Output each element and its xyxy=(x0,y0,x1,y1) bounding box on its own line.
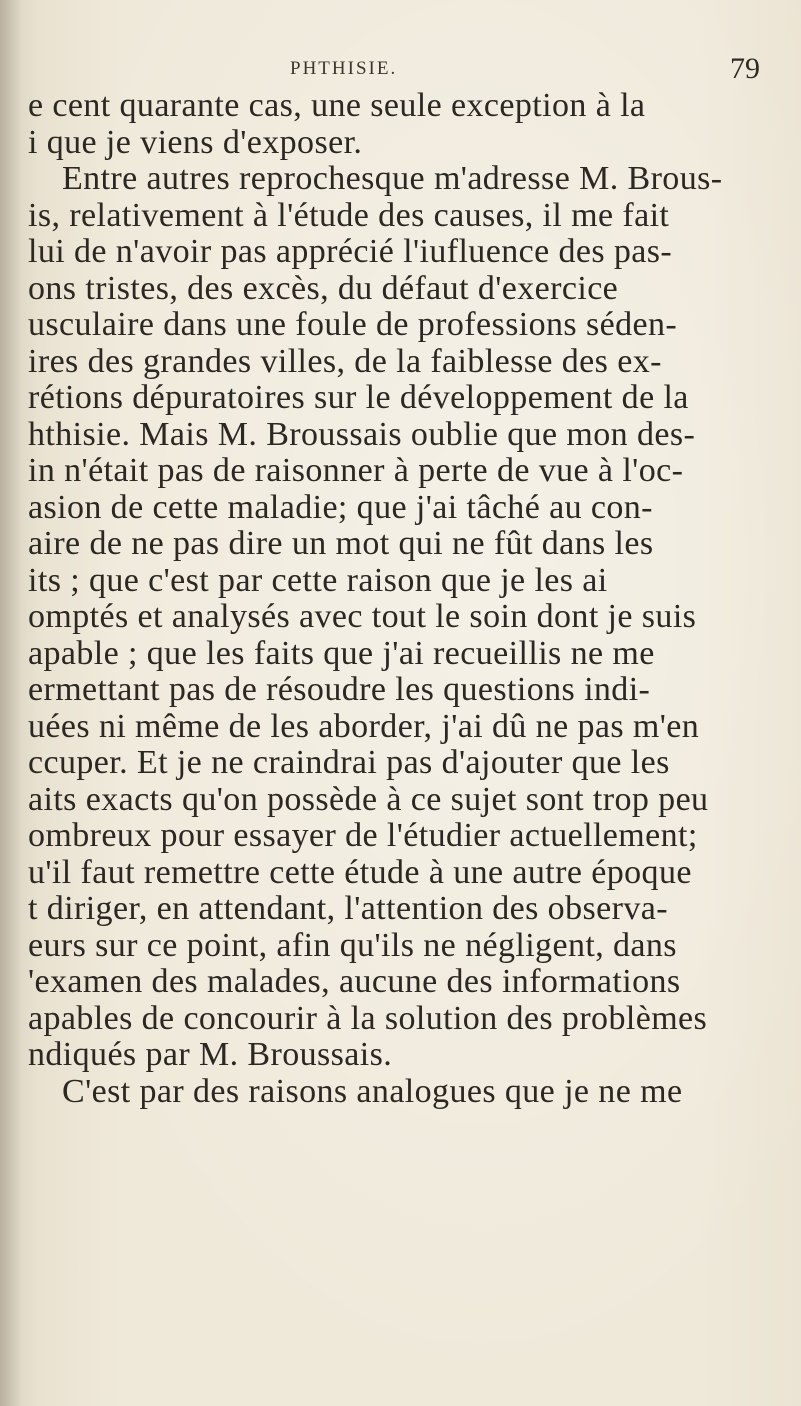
text-line: uées ni même de les aborder, j'ai dû ne pas m'en xyxy=(28,707,700,745)
text-line: its ; que c'est par cette raison que je les ai xyxy=(28,561,608,599)
text-line: ires des grandes villes, de la faiblesse des ex- xyxy=(28,342,662,380)
text-line: eurs sur ce point, afin qu'ils ne négligent, dans xyxy=(28,926,677,964)
binding-gutter-shadow xyxy=(0,0,22,1406)
text-line: ndiqués par M. Broussais. xyxy=(28,1036,393,1073)
paragraph-start-line: C'est par des raisons analogues que je ne me xyxy=(62,1072,683,1110)
text-line: omptés et analysés avec tout le soin dont je suis xyxy=(28,598,697,635)
text-line: apable ; que les faits que j'ai recueillis ne me xyxy=(28,634,655,672)
text-line: hthisie. Mais M. Broussais oublie que mon des- xyxy=(28,415,696,453)
text-line: e cent quarante cas, une seule exception à la xyxy=(28,87,646,124)
text-line: is, relativement à l'étude des causes, il me fait xyxy=(28,196,670,234)
text-line: ons tristes, des excès, du défaut d'exercice xyxy=(28,269,619,307)
text-line: aire de ne pas dire un mot qui ne fût dans les xyxy=(28,525,654,562)
body-text xyxy=(28,88,768,1110)
text-line: t diriger, en attendant, l'attention des observa- xyxy=(28,890,668,927)
text-line: 'examen des malades, aucune des informations xyxy=(28,963,681,1000)
text-line: lui de n'avoir pas apprécié l'iufluence des pas- xyxy=(28,233,673,270)
text-line: rétions dépuratoires sur le développement de la xyxy=(28,379,689,416)
text-line: asion de cette maladie; que j'ai tâché au con- xyxy=(28,488,653,526)
page-number: 79 xyxy=(730,52,760,85)
running-title: PHTHISIE. xyxy=(290,58,398,79)
text-line: u'il faut remettre cette étude à une autre époque xyxy=(28,853,692,891)
text-line: ermettant pas de résoudre les questions indi- xyxy=(28,671,651,708)
text-line: in n'était pas de raisonner à perte de vue à l'oc- xyxy=(28,452,684,489)
text-line: usculaire dans une foule de professions séden- xyxy=(28,306,678,343)
page-header xyxy=(60,52,760,92)
text-line: ccuper. Et je ne craindrai pas d'ajouter que les xyxy=(28,744,670,781)
text-line: aits exacts qu'on possède à ce sujet sont trop peu xyxy=(28,780,709,818)
text-line: i que je viens d'exposer. xyxy=(28,123,363,161)
paragraph-start-line: Entre autres reprochesque m'adresse M. Brous- xyxy=(62,160,723,197)
text-line: apables de concourir à la solution des problèmes xyxy=(28,999,708,1037)
text-line: ombreux pour essayer de l'étudier actuellement; xyxy=(28,817,698,854)
